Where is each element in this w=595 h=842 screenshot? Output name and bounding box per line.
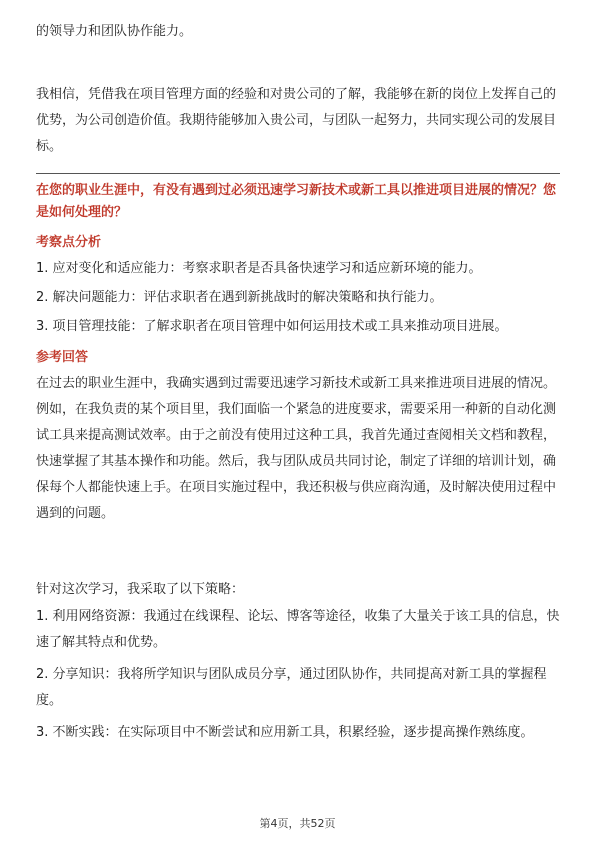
- analysis-item: 1. 应对变化和适应能力：考察求职者是否具备快速学习和适应新环境的能力。: [36, 261, 482, 276]
- strategy-item: 3. 不断实践：在实际项目中不断尝试和应用新工具，积累经验，逐步提高操作熟练度。: [36, 725, 534, 740]
- page-number-footer: 第4页，共52页: [259, 817, 336, 830]
- continued-paragraph: 的领导力和团队协作能力。: [36, 24, 193, 39]
- strategy-intro: 针对这次学习，我采取了以下策略：: [36, 582, 245, 597]
- reference-heading: 参考回答: [36, 350, 89, 365]
- analysis-item: 2. 解决问题能力：评估求职者在遇到新挑战时的解决策略和执行能力。: [36, 290, 443, 305]
- strategy-item: 1. 利用网络资源：我通过在线课程、论坛、博客等途径，收集了大量关于该工具的信息，快速了解其特点和优势。: [36, 609, 560, 650]
- interview-question: 在您的职业生涯中，有没有遇到过必须迅速学习新技术或新工具以推进项目进展的情况？您是如何处理的？: [36, 183, 557, 220]
- section-divider: [36, 173, 560, 174]
- analysis-heading: 考察点分析: [36, 235, 102, 250]
- reference-paragraph: 在过去的职业生涯中，我确实遇到过需要迅速学习新技术或新工具来推进项目进展的情况。例如，在我负责的某个项目里，我们面临一个紧急的进度要求，需要采用一种新的自动化测试工具来提高测试效率。由于之前没有使用过这种工具，我首先通过查阅相关文档和教程，快速掌握了其基本操作和功能。然后，我与团队成员共同讨论，制定了详细的培训计划，确保每个人都能快速上手。在项目实施过程中，我还积极与供应商沟通，及时解决使用过程中遇到的问题。: [36, 376, 557, 521]
- belief-paragraph: 我相信，凭借我在项目管理方面的经验和对贵公司的了解，我能够在新的岗位上发挥自己的优势，为公司创造价值。我期待能够加入贵公司，与团队一起努力，共同实现公司的发展目标。: [36, 87, 557, 154]
- analysis-item: 3. 项目管理技能：了解求职者在项目管理中如何运用技术或工具来推动项目进展。: [36, 319, 508, 334]
- strategy-item: 2. 分享知识：我将所学知识与团队成员分享，通过团队协作，共同提高对新工具的掌握程度。: [36, 667, 547, 708]
